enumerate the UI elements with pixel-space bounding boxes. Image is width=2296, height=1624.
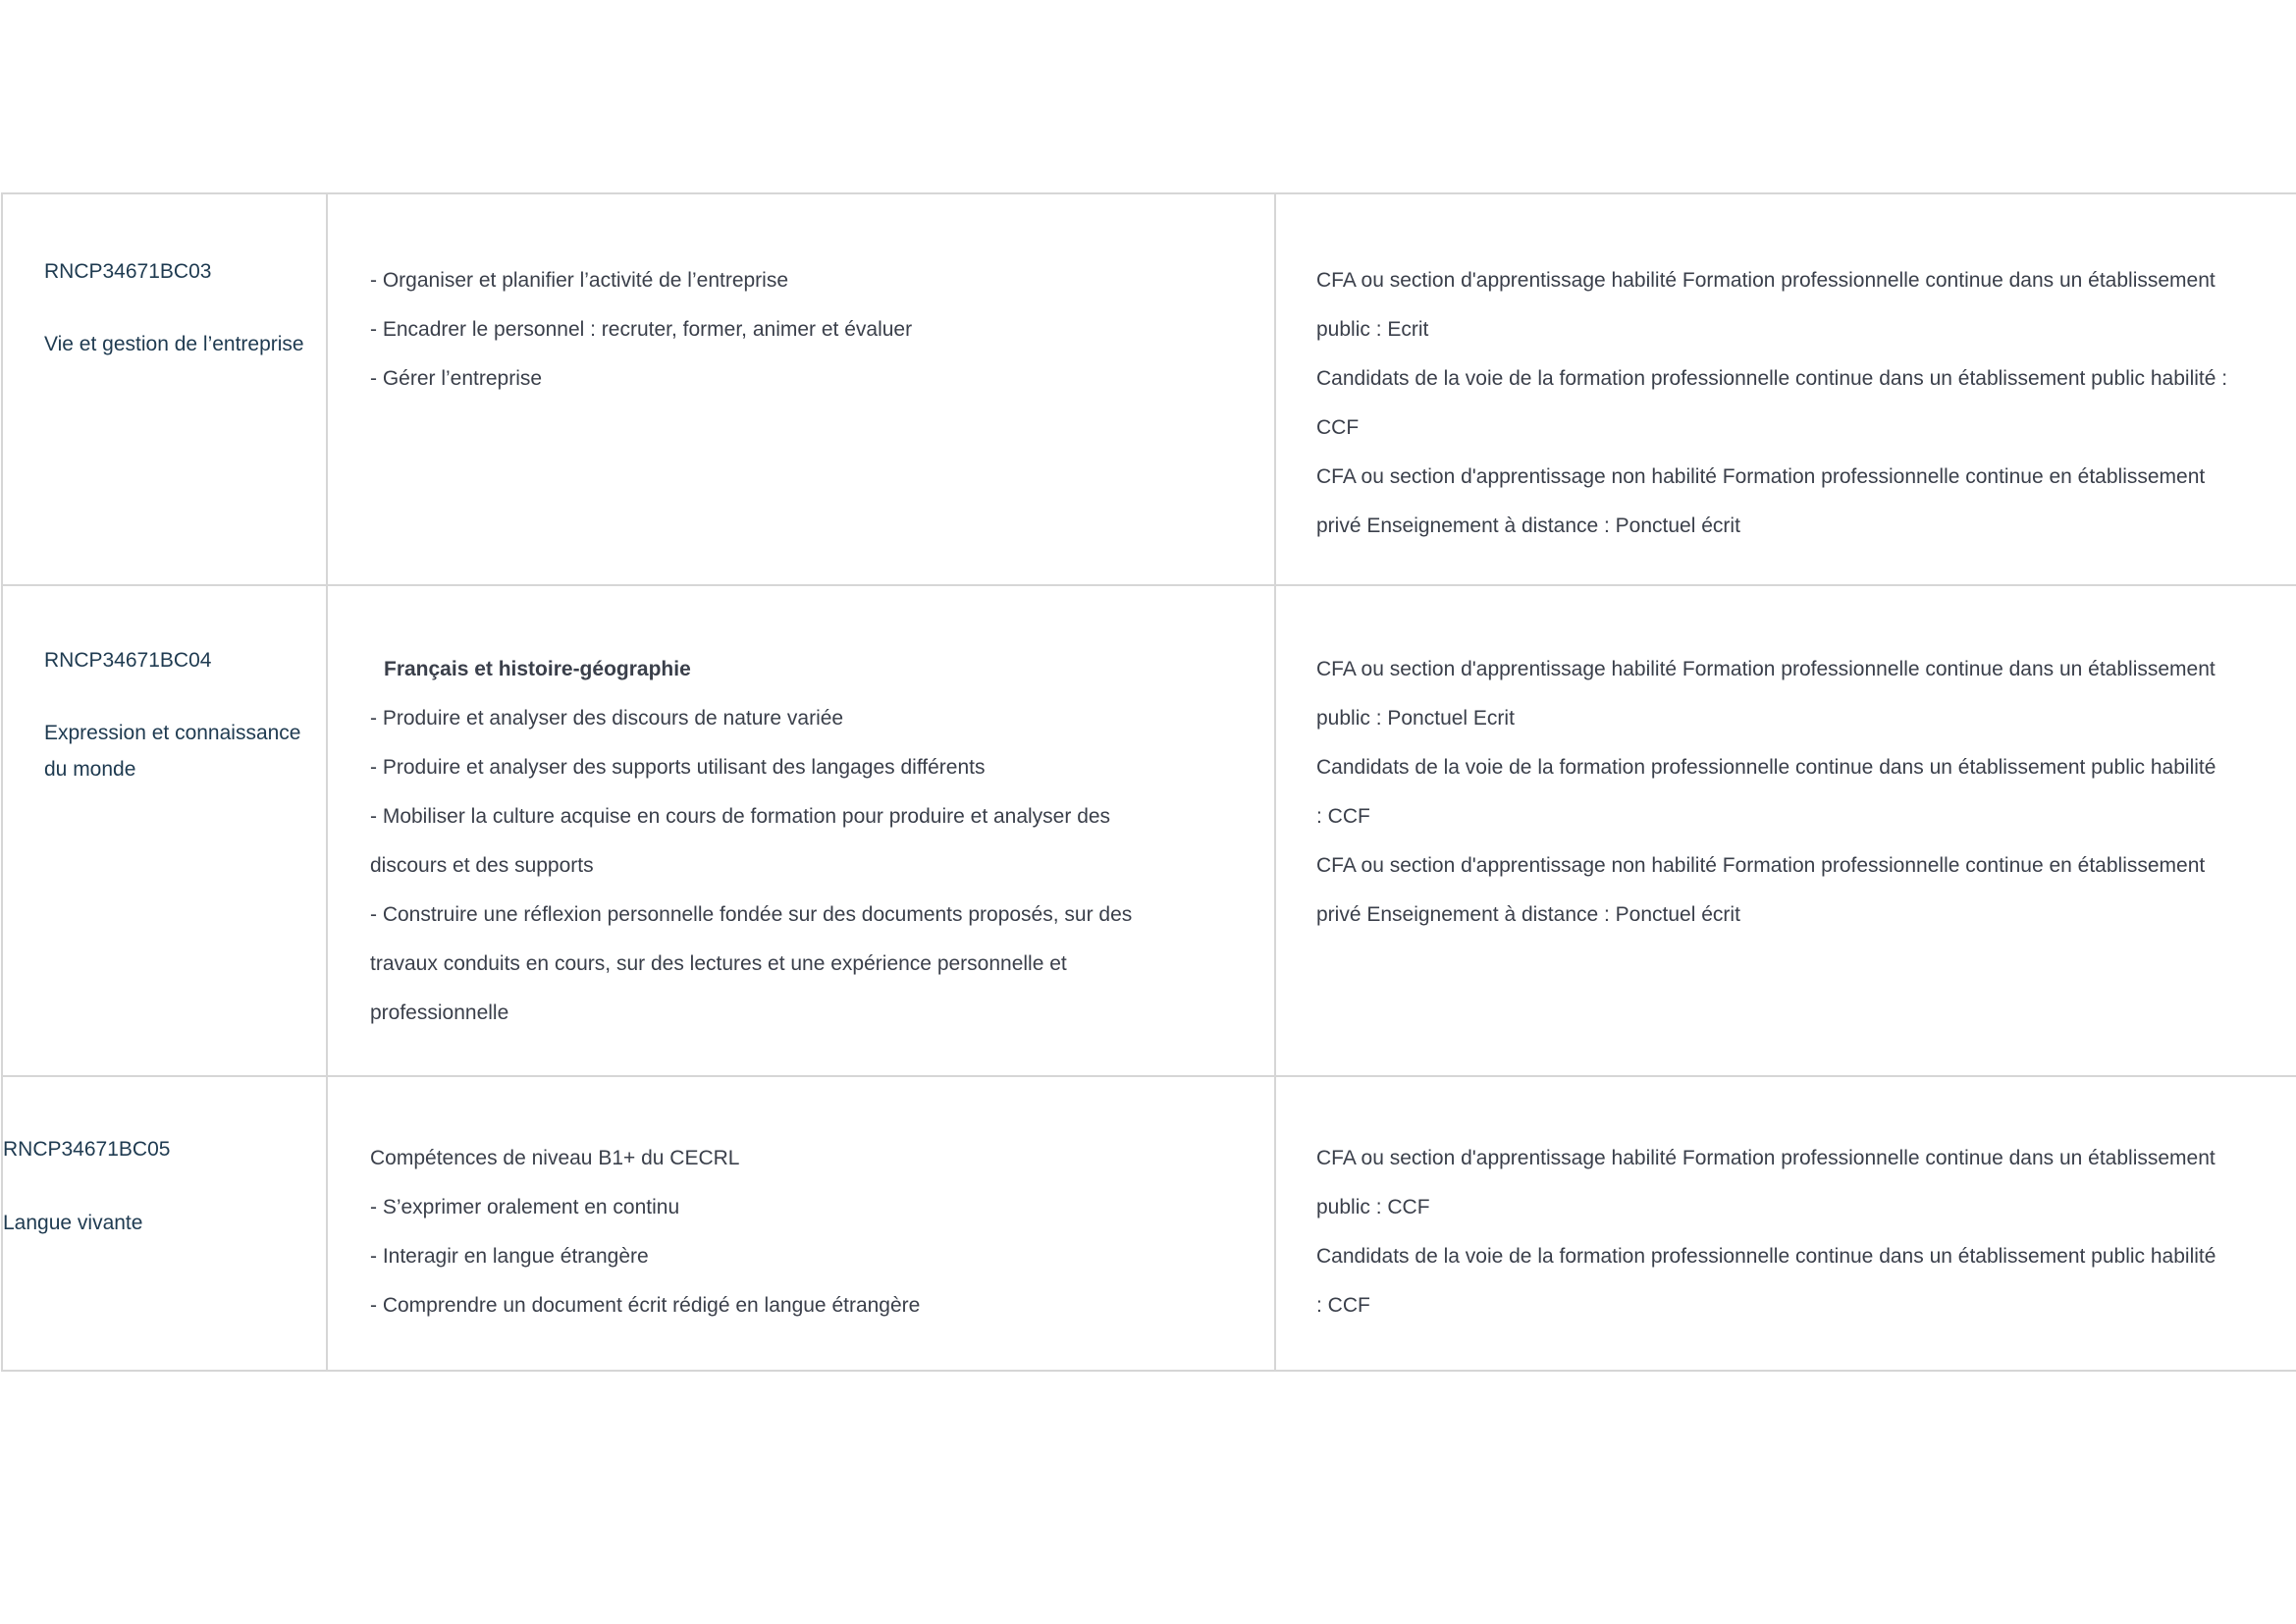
competence-line: - S’exprimer oralement en continu (370, 1196, 680, 1218)
evaluation-line: CFA ou section d'apprentissage habilité Formation professionnelle continue dans un établissement (1316, 269, 2216, 292)
block-title: Expression et connaissance du monde (44, 722, 301, 781)
evaluation-cell (1276, 194, 2296, 584)
evaluation-line: privé Enseignement à distance : Ponctuel écrit (1316, 903, 1740, 926)
evaluation-line: public : Ponctuel Ecrit (1316, 707, 1515, 730)
evaluation-line: CFA ou section d'apprentissage habilité Formation professionnelle continue dans un établissement (1316, 658, 2216, 680)
block-code: RNCP34671BC03 (44, 260, 212, 283)
evaluation-line: privé Enseignement à distance : Ponctuel écrit (1316, 514, 1740, 537)
competence-line: travaux conduits en cours, sur des lectures et une expérience personnelle et (370, 952, 1067, 975)
competences-list (370, 1134, 920, 1330)
evaluation-line: public : Ecrit (1316, 318, 1429, 341)
competence-line: - Interagir en langue étrangère (370, 1245, 649, 1268)
competence-line: - Organiser et planifier l’activité de l’entreprise (370, 269, 789, 292)
table-row (1, 194, 2296, 586)
evaluation-line: : CCF (1316, 1294, 1370, 1317)
block-title: Langue vivante (3, 1212, 143, 1234)
evaluation-line: : CCF (1316, 805, 1370, 828)
evaluation-line: CFA ou section d'apprentissage non habilité Formation professionnelle continue en établissement (1316, 465, 2206, 488)
block-code: RNCP34671BC05 (3, 1138, 171, 1161)
evaluation-line: CFA ou section d'apprentissage non habilité Formation professionnelle continue en établissement (1316, 854, 2206, 877)
competence-line: Compétences de niveau B1+ du CECRL (370, 1147, 740, 1169)
evaluation-line: CCF (1316, 416, 1360, 439)
evaluation-line: Candidats de la voie de la formation professionnelle continue dans un établissement public habilité (1316, 1245, 2216, 1268)
competence-line: - Produire et analyser des discours de nature variée (370, 707, 844, 730)
competence-line: discours et des supports (370, 854, 594, 877)
evaluation-cell (1276, 586, 2296, 1075)
evaluation-line: Candidats de la voie de la formation professionnelle continue dans un établissement public habilité (1316, 756, 2216, 779)
competence-line: - Construire une réflexion personnelle fondée sur des documents proposés, sur des (370, 903, 1133, 926)
competences-list (370, 256, 912, 404)
block-cell (1, 194, 328, 584)
evaluation-cell (1276, 1077, 2296, 1370)
competences-cell (328, 194, 1276, 584)
evaluation-line: public : CCF (1316, 1196, 1430, 1218)
evaluation-line: CFA ou section d'apprentissage habilité Formation professionnelle continue dans un établissement (1316, 1147, 2216, 1169)
table-row (1, 586, 2296, 1077)
evaluation-list (1316, 256, 2227, 551)
competency-table (1, 192, 2296, 1372)
evaluation-line: Candidats de la voie de la formation professionnelle continue dans un établissement public habilité : (1316, 367, 2228, 390)
block-code: RNCP34671BC04 (44, 649, 212, 672)
competences-heading: Français et histoire-géographie (384, 658, 691, 680)
competence-line: - Produire et analyser des supports utilisant des langages différents (370, 756, 986, 779)
block-cell (1, 1077, 328, 1370)
competences-cell (328, 586, 1276, 1075)
competence-line: - Encadrer le personnel : recruter, former, animer et évaluer (370, 318, 913, 341)
competence-line: - Comprendre un document écrit rédigé en langue étrangère (370, 1294, 921, 1317)
competences-cell (328, 1077, 1276, 1370)
block-title: Vie et gestion de l’entreprise (44, 333, 304, 355)
evaluation-list (1316, 1134, 2216, 1330)
competence-line: professionnelle (370, 1001, 509, 1024)
competence-line: - Gérer l’entreprise (370, 367, 543, 390)
evaluation-list (1316, 645, 2216, 940)
competences-list (370, 645, 1132, 1038)
table-row (1, 1077, 2296, 1370)
block-cell (1, 586, 328, 1075)
competence-line: - Mobiliser la culture acquise en cours de formation pour produire et analyser des (370, 805, 1111, 828)
